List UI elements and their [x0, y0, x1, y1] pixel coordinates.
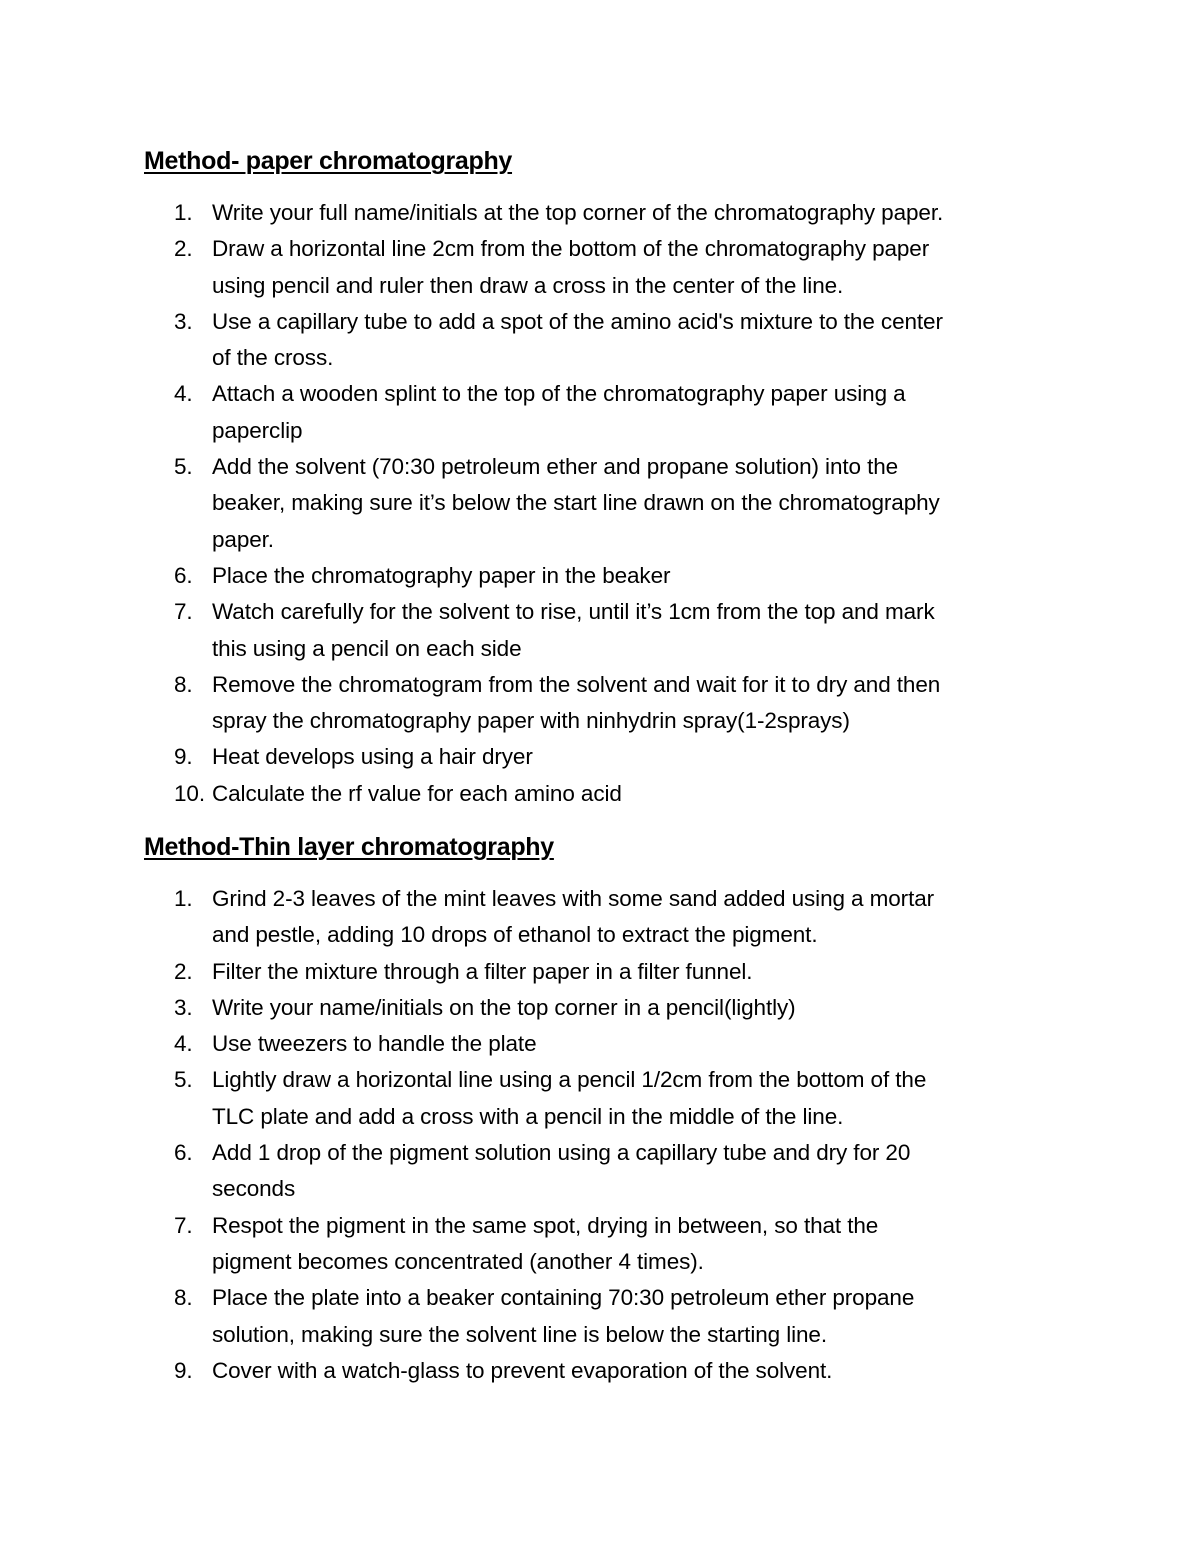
step-text: Place the chromatography paper in the beaker — [212, 562, 671, 588]
step-text: Write your name/initials on the top corner in a pencil(lightly) — [212, 994, 796, 1020]
step-text: Respot the pigment in the same spot, drying in between, so that the pigment becomes concentrated (another 4 times). — [212, 1212, 879, 1274]
list-item — [144, 954, 1064, 990]
step-text: Cover with a watch-glass to prevent evaporation of the solvent. — [212, 1357, 833, 1383]
step-text: Draw a horizontal line 2cm from the bottom of the chromatography paper using pencil and ruler then draw a cross in the center of the line. — [212, 236, 930, 298]
step-number: 3. — [174, 994, 193, 1020]
step-number: 4. — [174, 381, 193, 407]
step-number: 1. — [174, 886, 193, 911]
list-item — [144, 881, 1064, 954]
step-number: 1. — [174, 200, 193, 225]
step-text: Heat develops using a hair dryer — [212, 744, 533, 770]
method-steps-list — [144, 195, 1064, 812]
step-text: Add the solvent (70:30 petroleum ether and propane solution) into the beaker, making sure it’s below the start line drawn on the chromatography paper. — [212, 454, 940, 552]
list-item — [144, 449, 1064, 558]
step-text: Watch carefully for the solvent to rise, until it’s 1cm from the top and mark this using a pencil on each side — [212, 599, 935, 661]
list-item — [144, 231, 1064, 304]
step-text: Attach a wooden splint to the top of the chromatography paper using a paperclip — [212, 381, 906, 443]
list-item — [144, 594, 1064, 667]
step-number: 2. — [174, 236, 193, 262]
thin-layer-chromatography-section — [144, 829, 1064, 1389]
step-number: 5. — [174, 1067, 193, 1093]
list-item — [144, 667, 1064, 740]
step-text: Remove the chromatogram from the solvent and wait for it to dry and then spray the chromatography paper with ninhydrin spray(1-2sprays) — [212, 671, 941, 734]
list-item — [144, 195, 1064, 231]
list-item — [144, 1062, 1064, 1135]
step-number: 7. — [174, 599, 193, 625]
list-item — [144, 376, 1064, 449]
paper-chromatography-section — [144, 143, 1064, 812]
step-number: 5. — [174, 454, 193, 480]
list-item — [144, 558, 1064, 594]
step-text: Use tweezers to handle the plate — [212, 1031, 537, 1057]
step-number: 3. — [174, 308, 193, 334]
step-number: 8. — [174, 1285, 193, 1311]
step-number: 10. — [174, 780, 205, 806]
list-item — [144, 1280, 1064, 1353]
step-number: 7. — [174, 1212, 193, 1238]
list-item — [144, 776, 1064, 812]
step-text: Use a capillary tube to add a spot of the amino acid's mixture to the center of the cross. — [212, 308, 943, 371]
step-number: 9. — [174, 1357, 193, 1383]
list-item — [144, 1353, 1064, 1389]
step-text: Calculate the rf value for each amino acid — [212, 780, 622, 806]
list-item — [144, 304, 1064, 377]
list-item — [144, 1208, 1064, 1281]
list-item — [144, 739, 1064, 775]
step-text: Write your full name/initials at the top corner of the chromatography paper. — [212, 200, 944, 225]
step-number: 2. — [174, 958, 193, 984]
section-heading: Method-Thin layer chromatography — [144, 833, 554, 861]
section-heading: Method- paper chromatography — [144, 147, 513, 175]
step-text: Add 1 drop of the pigment solution using a capillary tube and dry for 20 seconds — [212, 1140, 911, 1202]
step-text: Lightly draw a horizontal line using a pencil 1/2cm from the bottom of the TLC plate and add a cross with a pencil in the middle of the line. — [212, 1067, 927, 1129]
step-number: 9. — [174, 744, 193, 770]
method-steps-list — [144, 881, 1064, 1389]
list-item — [144, 1026, 1064, 1062]
step-number: 6. — [174, 1140, 193, 1166]
step-number: 8. — [174, 671, 193, 697]
step-text: Filter the mixture through a filter paper in a filter funnel. — [212, 958, 753, 984]
step-number: 4. — [174, 1031, 193, 1057]
list-item — [144, 990, 1064, 1026]
step-text: Grind 2-3 leaves of the mint leaves with some sand added using a mortar and pestle, adding 10 drops of ethanol to extract the pigment. — [212, 886, 935, 948]
step-text: Place the plate into a beaker containing 70:30 petroleum ether propane solution, making sure the solvent line is below the starting line. — [212, 1285, 915, 1347]
step-number: 6. — [174, 562, 193, 588]
list-item — [144, 1135, 1064, 1208]
